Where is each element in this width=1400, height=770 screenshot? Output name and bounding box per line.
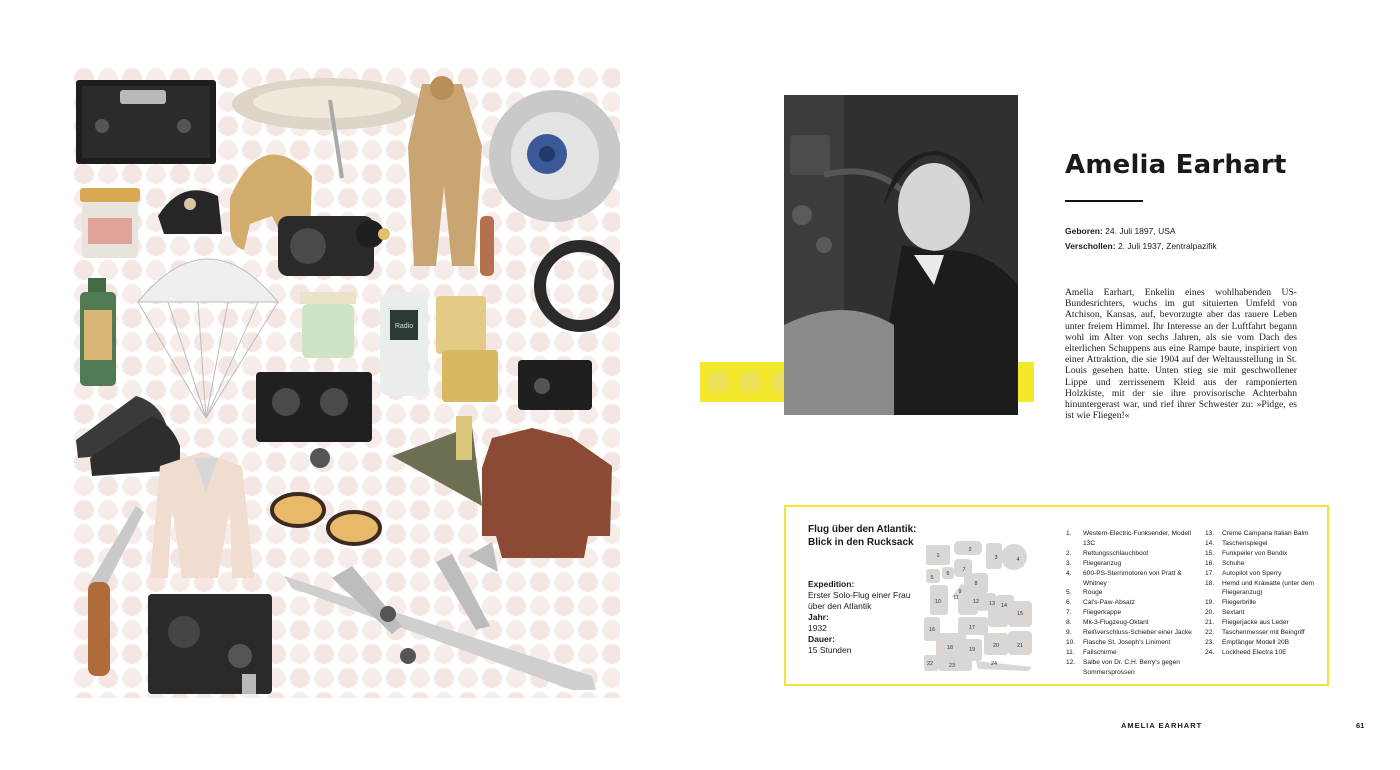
list-item: [1066, 559, 1201, 569]
list-item: [1205, 608, 1340, 618]
bottle-label: Radio: [394, 323, 414, 330]
list-item-number: 24.: [1205, 648, 1215, 656]
list-item-number: 6.: [1066, 599, 1072, 607]
map-label-17: 17: [969, 625, 975, 631]
map-label-13: 13: [989, 601, 995, 607]
accent-band-pattern: [704, 370, 784, 394]
list-item-number: 17.: [1205, 569, 1215, 577]
list-item-text: Fallschirme: [1083, 648, 1117, 656]
map-label-2: 2: [968, 547, 972, 553]
list-item-number: 20.: [1205, 609, 1215, 617]
list-item-text: Fliegerbrille: [1222, 599, 1257, 607]
list-item: [1066, 658, 1201, 678]
missing-row: [1065, 239, 1217, 254]
map-label-4: 4: [1016, 557, 1020, 563]
salve-bottle-illustration: [380, 292, 428, 396]
map-label-23: 23: [949, 663, 955, 669]
map-label-16: 16: [929, 627, 935, 633]
year-label: Jahr:: [808, 612, 829, 622]
list-item-number: 13.: [1205, 530, 1215, 537]
list-item-number: 1.: [1066, 530, 1072, 537]
list-item-text: Creme Campana Italian Balm: [1222, 530, 1309, 537]
map-label-21: 21: [1017, 643, 1023, 649]
shirt-and-tie-illustration: [150, 452, 254, 578]
list-item: [1205, 529, 1340, 539]
running-title: AMELIA EARHART: [1121, 721, 1203, 730]
list-item-text: Autopilot von Sperry: [1222, 569, 1282, 577]
born-row: [1065, 224, 1217, 239]
list-item: [1205, 539, 1340, 549]
map-label-10: 10: [935, 599, 941, 605]
list-item: [1205, 628, 1340, 638]
liniment-bottle-illustration: [80, 278, 116, 386]
map-label-14: 14: [1001, 603, 1007, 609]
artifacts-collage-svg: [72, 66, 620, 698]
items-key-map: [924, 537, 1034, 672]
map-label-6: 6: [946, 571, 950, 577]
list-item: [1205, 648, 1340, 658]
year-value: 1932: [808, 623, 827, 633]
list-item: [1205, 569, 1340, 579]
list-item-number: 9.: [1066, 629, 1072, 637]
portrait-photo: [784, 95, 1018, 415]
map-label-5: 5: [930, 575, 934, 581]
list-item: [1205, 549, 1340, 559]
list-item-number: 22.: [1205, 629, 1215, 637]
infobox-title: [808, 523, 917, 549]
duration-label: Dauer:: [808, 634, 835, 644]
items-list-column-1: [1066, 529, 1201, 678]
map-label-11: 11: [953, 595, 959, 601]
backpack-infobox: [784, 505, 1329, 686]
list-item-number: 8.: [1066, 619, 1072, 627]
list-item-text: Western-Electric-Funksender, Modell 13C: [1083, 530, 1191, 547]
map-label-22: 22: [927, 661, 933, 667]
list-item-text: 600-PS-Sternmotoren von Pratt & Whitney: [1083, 569, 1182, 587]
map-label-7: 7: [962, 567, 966, 573]
list-item-text: Empfänger Modell 20B: [1222, 638, 1290, 646]
map-label-3: 3: [994, 555, 998, 561]
list-item: [1066, 549, 1201, 559]
list-item-text: Taschenmesser mit Beingriff: [1222, 629, 1305, 637]
map-label-15: 15: [1017, 611, 1023, 617]
map-label-1: 1: [936, 553, 940, 559]
list-item-text: Flasche St. Joseph's Liniment: [1083, 638, 1171, 646]
map-label-20: 20: [993, 643, 999, 649]
list-item-text: Taschenspiegel: [1222, 539, 1268, 547]
list-item: [1066, 648, 1201, 658]
receiver-illustration: [148, 594, 272, 694]
page-number: 61: [1356, 721, 1365, 730]
list-item-number: 4.: [1066, 569, 1072, 577]
zipper-slider-illustration: [480, 216, 494, 276]
portrait-photo-svg: [784, 95, 1018, 415]
list-item-text: Funkpeiler von Bendix: [1222, 549, 1288, 557]
infobox-title-line1: Flug über den Atlantik:: [808, 524, 917, 535]
born-value: 24. Juli 1897, USA: [1105, 226, 1176, 236]
rouge-jar-illustration: [80, 188, 140, 258]
list-item-text: Fliegerkappe: [1083, 609, 1122, 617]
radio-transmitter-illustration: [76, 80, 216, 164]
list-item-number: 23.: [1205, 638, 1215, 646]
list-item-number: 12.: [1066, 658, 1076, 666]
creme-jar-illustration: [300, 292, 356, 358]
list-item-text: Rouge: [1083, 589, 1103, 597]
list-item: [1205, 598, 1340, 608]
map-label-9: 9: [958, 589, 962, 595]
list-item: [1066, 588, 1201, 598]
expedition-label: Expedition:: [808, 579, 855, 589]
infobox-meta: [808, 579, 918, 656]
list-item: [1066, 598, 1201, 608]
list-item-text: Mk-3-Flugzeug-Oktant: [1083, 619, 1149, 627]
list-item: [1066, 628, 1201, 638]
missing-label: Verschollen:: [1065, 241, 1116, 251]
list-item: [1205, 618, 1340, 628]
list-item: [1066, 608, 1201, 618]
list-item-number: 16.: [1205, 559, 1215, 567]
list-item-text: Schuhe: [1222, 559, 1245, 567]
duration-value: 15 Stunden: [808, 645, 852, 655]
list-item-number: 21.: [1205, 619, 1215, 627]
map-label-24: 24: [991, 661, 997, 667]
list-item: [1066, 569, 1201, 589]
list-item-text: Fliegeranzug: [1083, 559, 1122, 567]
autopilot-illustration: [278, 216, 390, 276]
list-item-text: Rettungsschlauchboot: [1083, 549, 1149, 557]
map-label-18: 18: [947, 645, 953, 651]
missing-value: 2. Juli 1937, Zentralpazifik: [1117, 241, 1217, 251]
artifacts-illustration: [72, 66, 620, 698]
expedition-value: Erster Solo-Flug einer Frau über den Atlantik: [808, 590, 911, 611]
page-title: Amelia Earhart: [1065, 150, 1287, 180]
list-item-number: 2.: [1066, 549, 1072, 557]
title-underline: [1065, 200, 1143, 202]
list-item-number: 14.: [1205, 539, 1215, 547]
list-item-text: Cal's-Paw-Absatz: [1083, 599, 1135, 607]
map-label-19: 19: [969, 647, 975, 653]
born-label: Geboren:: [1065, 226, 1103, 236]
list-item-text: Sextant: [1222, 609, 1245, 617]
list-item: [1066, 529, 1201, 549]
list-item-text: Hemd und Krawatte (unter dem Fliegeranzug): [1222, 579, 1314, 597]
map-label-8: 8: [974, 581, 978, 587]
list-item-text: Salbe von Dr. C.H. Berry's gegen Sommersprossen: [1083, 658, 1180, 676]
list-item: [1066, 638, 1201, 648]
list-item: [1205, 579, 1340, 599]
list-item-text: Lockheed Electra 10E: [1222, 648, 1287, 656]
list-item: [1066, 618, 1201, 628]
radial-engine-illustration: [489, 90, 620, 222]
list-item-text: Fliegerjacke aus Leder: [1222, 619, 1289, 627]
infobox-title-line2: Blick in den Rucksack: [808, 537, 914, 548]
list-item-number: 5.: [1066, 589, 1072, 597]
list-item-number: 18.: [1205, 579, 1215, 587]
list-item-number: 7.: [1066, 609, 1072, 617]
list-item-number: 10.: [1066, 638, 1076, 646]
list-item: [1205, 559, 1340, 569]
items-list-column-2: [1205, 529, 1340, 658]
list-item-number: 19.: [1205, 599, 1215, 607]
list-item-number: 3.: [1066, 559, 1072, 567]
list-item-number: 11.: [1066, 648, 1075, 656]
biography-text: Amelia Earhart, Enkelin eines wohlhabenden US-Bundesrichters, wuchs im gut situierten Umfeld von Atchison, Kansas, auf, bevorzugte aber das rauere Leben unter freiem Himmel. Ihr Interesse an der Luftfahrt begann wohl im Alter von sechs Jahren, als sie vom Dach des elterlichen Schuppens aus eine Rampe baute, inspiriert von einer Attraktion, die sie 1904 auf der Weltausstellung in St. Louis gesehen hatte. Unten stieg sie mit geschwollener Lippe und zerrissenem Kleid aus der ramponierten Holzkiste, mit der sie ihre provisorische Achterbahn hinuntergerast war, und rief ihrer Schwester zu: »Pidge, es ist wie Fliegen!«: [1065, 287, 1297, 422]
map-label-12: 12: [973, 599, 979, 605]
list-item-number: 15.: [1205, 549, 1215, 557]
facts-block: [1065, 224, 1217, 254]
list-item-text: Reißverschluss-Schieber einer Jacke: [1083, 629, 1192, 637]
list-item: [1205, 638, 1340, 648]
